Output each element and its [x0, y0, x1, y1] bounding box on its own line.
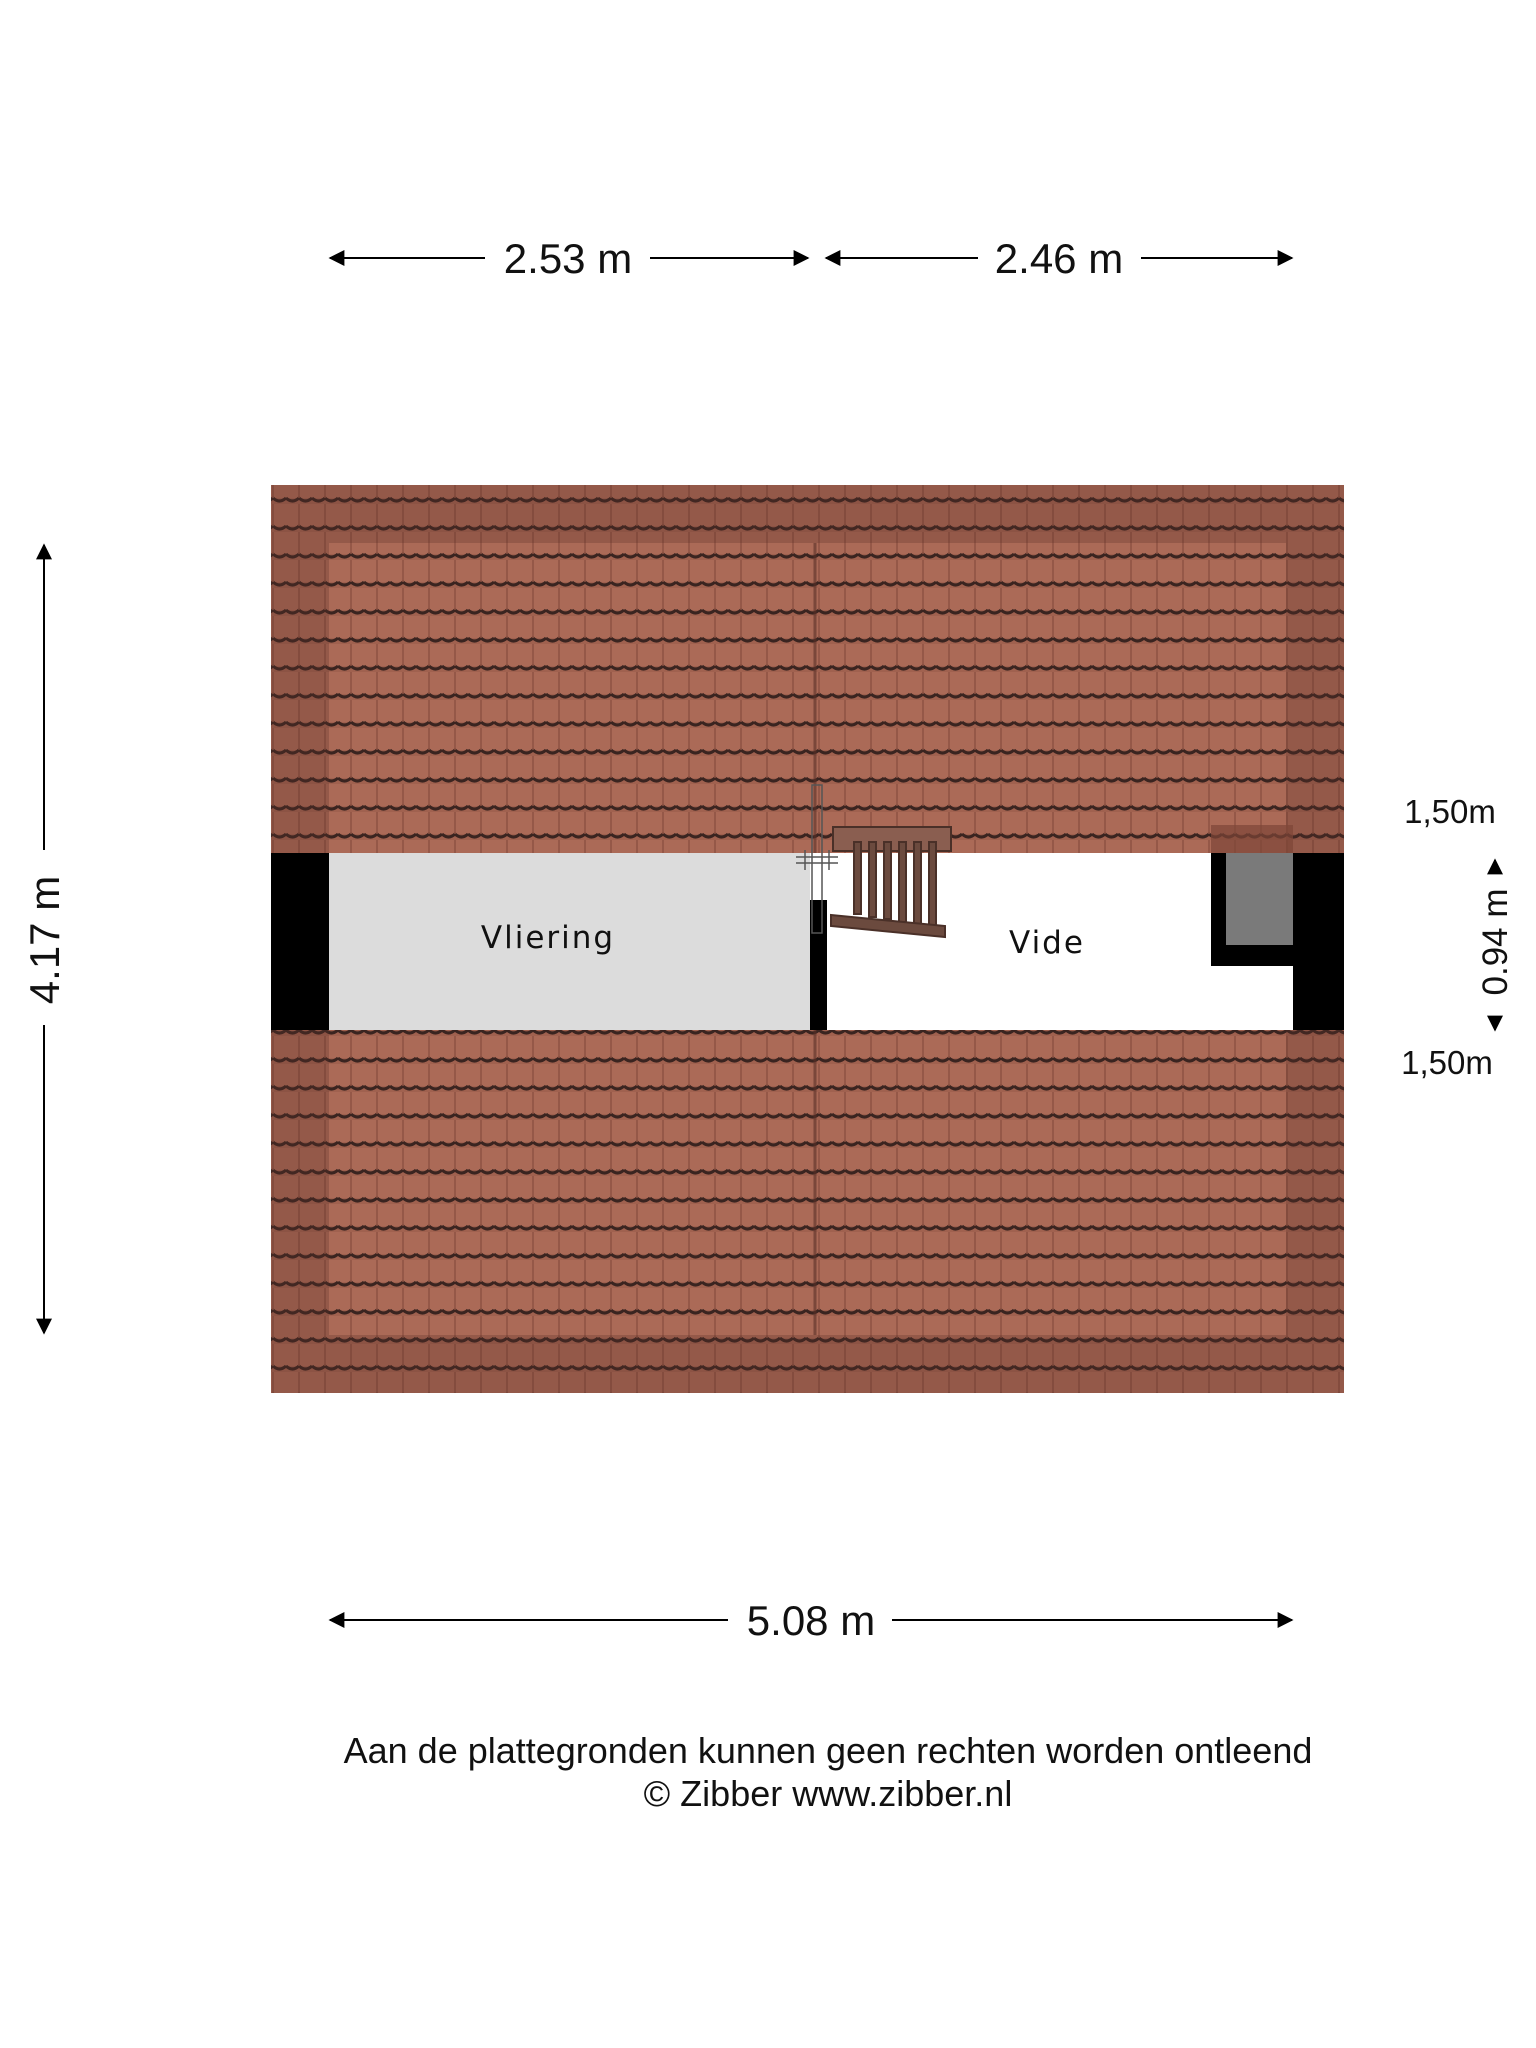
roof-border-left-top	[271, 543, 329, 853]
chimney-inner	[1226, 853, 1293, 945]
wall-right	[1293, 853, 1344, 1030]
dim-right-middle: 0.94 m	[1476, 888, 1515, 996]
roof-border-bottom	[271, 1335, 1344, 1393]
roof-border-left-bottom	[271, 1030, 329, 1335]
disclaimer-text: Aan de plattegronden kunnen geen rechten worden ontleend	[343, 1730, 1313, 1771]
copyright-text: © Zibber www.zibber.nl	[643, 1773, 1013, 1814]
dim-top-right: 2.46 m	[994, 235, 1124, 282]
dim-top-left: 2.53 m	[503, 235, 633, 282]
dim-right-upper: 1,50m	[1404, 793, 1496, 830]
roof-border-top	[271, 485, 1344, 543]
dim-left: 4.17 m	[21, 875, 68, 1005]
chimney-roof-part	[1211, 825, 1293, 853]
room-label-void: Vide	[1009, 925, 1085, 961]
dim-bottom: 5.08 m	[746, 1597, 876, 1644]
dim-right-lower: 1,50m	[1401, 1044, 1493, 1081]
room-label-attic: Vliering	[480, 920, 616, 956]
wall-left	[271, 853, 329, 1030]
roof-border-right-bottom	[1286, 1030, 1344, 1335]
roof-border-right-top	[1286, 543, 1344, 853]
